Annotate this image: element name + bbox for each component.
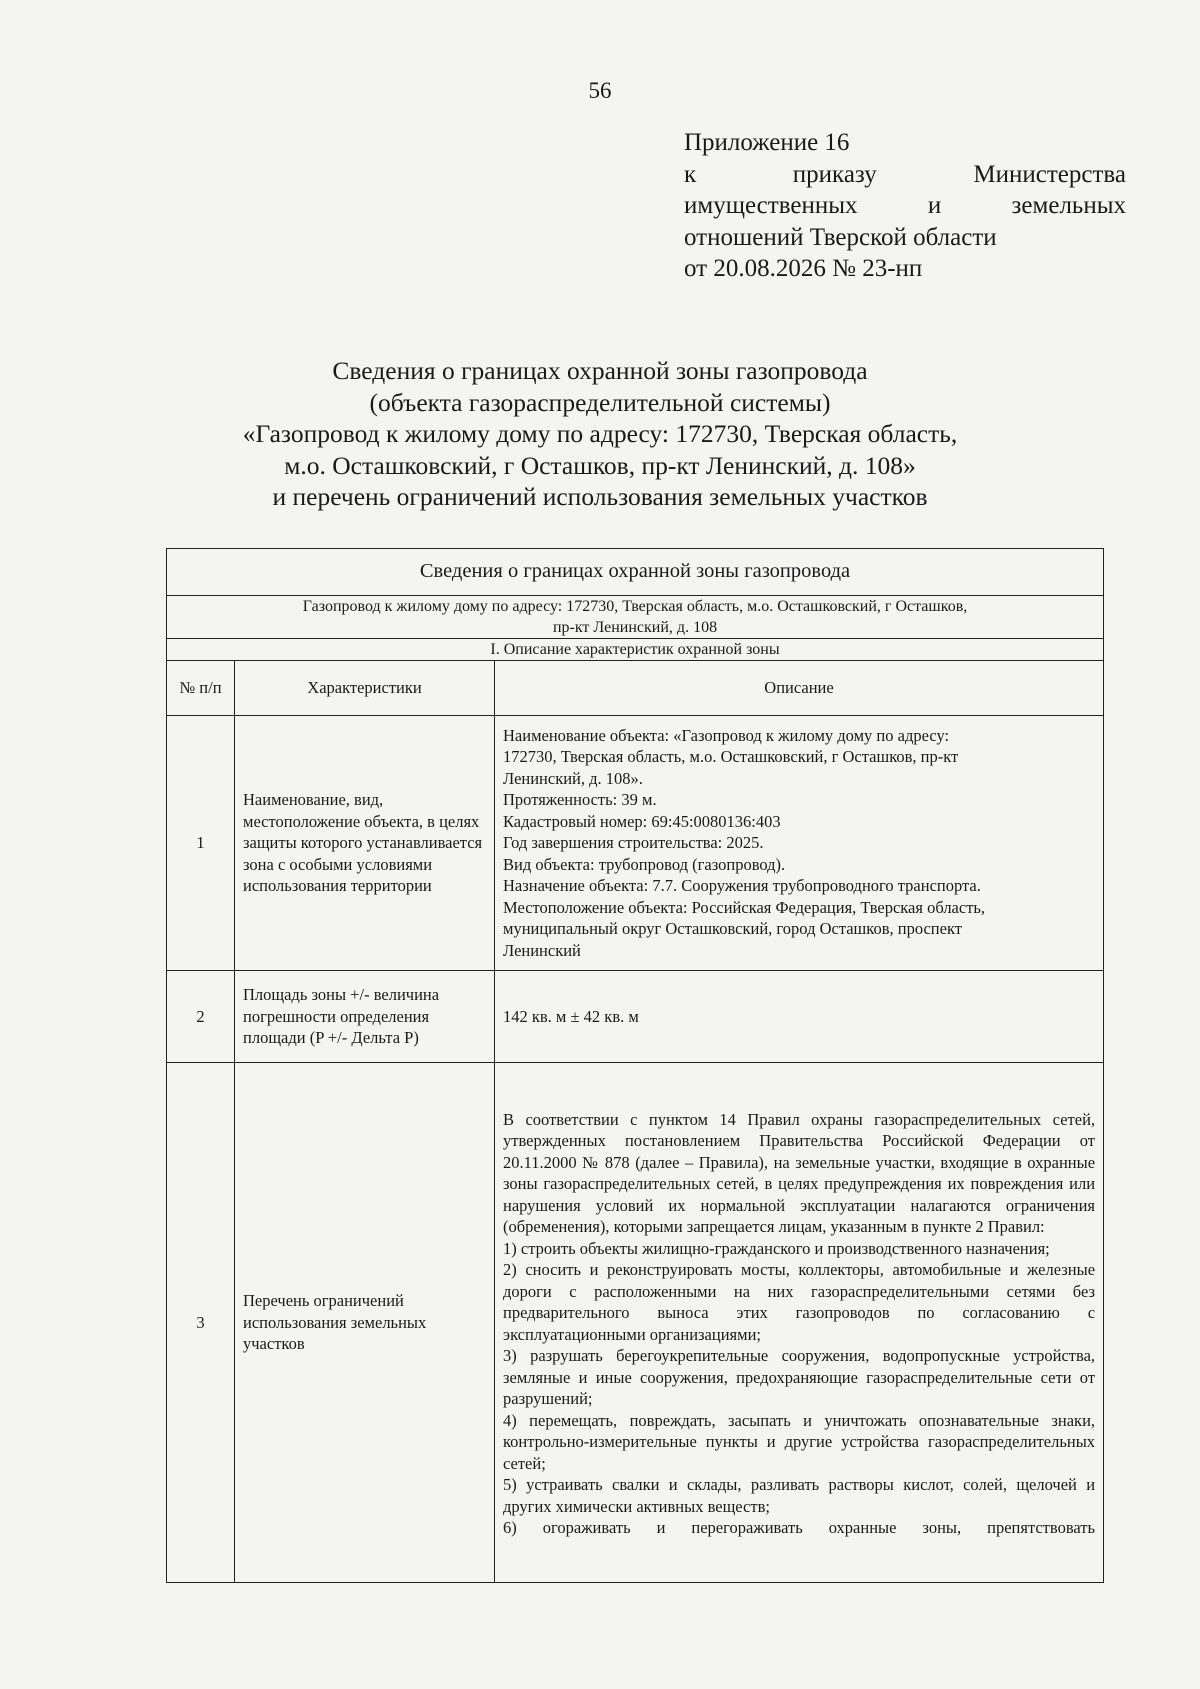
restriction-item: 1) строить объекты жилищно-гражданского и производственного назначения; [503,1238,1050,1258]
column-header-characteristics: Характеристики [235,661,495,716]
description-line: Год завершения строительства: 2025. [503,833,764,853]
restriction-item: 2) сносить и реконструировать мосты, коллекторы, автомобильные и железные дороги с расположенными на них газораспределительными сетями без предварительного выноса этих газопроводов по согласованию с эксплуатационными организациями; [503,1260,1096,1344]
object-line: Газопровод к жилому дому по адресу: 172730, Тверская область, м.о. Осташковский, г Осташков, [302,598,968,615]
description-line: муниципальный округ Осташковский, город Осташков, проспект [503,919,962,939]
table-row [167,971,1104,1063]
section-title: I. Описание характеристик охранной зоны [167,639,1104,661]
zone-table [166,548,1104,1583]
description-line: Назначение объекта: 7.7. Сооружения трубопроводного транспорта. [503,876,981,896]
appendix-block [684,127,1126,285]
appendix-line: от 20.08.2026 № 23-нп [684,255,923,282]
description-paragraph: В соответствии с пунктом 14 Правил охраны газораспределительных сетей, утвержденных постановлением Правительства Российской Федерации от 20.11.2000 № 878 (далее – Правила), на земельные участки, входящие в охранные зоны газораспределительных сетей, в целях предупреждения их повреждения или нарушения условий их нормальной эксплуатации налагаются ограничения (обременения), которыми запрещается лицам, указанным в пункте 2 Правил: [503,1109,1096,1236]
row-number: 2 [167,971,235,1063]
appendix-line: к приказу Министерства [684,160,1126,188]
description-line: Вид объекта: трубопровод (газопровод). [503,854,786,874]
table-header: Сведения о границах охранной зоны газопровода [167,549,1104,596]
appendix-line: отношений Тверской области [684,223,997,251]
document-title [0,355,1200,513]
table-row [167,1063,1104,1583]
column-header-number: № п/п [167,661,235,716]
description-line: Кадастровый номер: 69:45:0080136:403 [503,811,781,831]
title-line: и перечень ограничений использования земельных участков [272,482,928,512]
page-number: 56 [588,78,612,103]
description-line: Ленинский, д. 108». [503,768,643,788]
appendix-line: Приложение 16 [684,129,850,156]
row-characteristic: Перечень ограничений использования земельных участков [235,1063,495,1583]
row-description: 142 кв. м ± 42 кв. м [495,971,1104,1063]
description-line: Ленинский [503,940,581,960]
description-line: Местоположение объекта: Российская Федерация, Тверская область, [503,897,986,917]
restriction-item: 4) перемещать, повреждать, засыпать и уничтожать опознавательные знаки, контрольно-измерительные пункты и другие устройства газораспределительных сетей; [503,1410,1096,1473]
row-characteristic: Наименование, вид, местоположение объекта, в целях защиты которого устанавливается зона с особыми условиями использования территории [235,716,495,971]
row-description [495,716,1104,971]
object-name-cell [167,596,1104,639]
description-line: Наименование объекта: «Газопровод к жилому дому по адресу: [503,725,950,745]
row-description [495,1063,1104,1583]
object-line: пр-кт Ленинский, д. 108 [552,619,718,636]
restriction-item: 3) разрушать берегоукрепительные сооружения, водопропускные устройства, земляные и иные сооружения, предохраняющие газораспределительные сети от разрушений; [503,1346,1096,1408]
row-number: 3 [167,1063,235,1583]
column-header-description: Описание [495,661,1104,716]
description-line: Протяженность: 39 м. [503,790,657,810]
description-line: 172730, Тверская область, м.о. Осташковский, г Осташков, пр-кт [503,747,959,767]
table-row [167,716,1104,971]
title-line: Сведения о границах охранной зоны газопровода [332,356,868,385]
appendix-line: имущественных и земельных [684,192,1126,219]
row-number: 1 [167,716,235,971]
row-characteristic: Площадь зоны +/- величина погрешности определения площади (P +/- Дельта P) [235,971,495,1063]
restriction-item: 6) огораживать и перегораживать охранные зоны, препятствовать [503,1518,1096,1537]
title-line: м.о. Осташковский, г Осташков, пр-кт Ленинский, д. 108» [284,450,916,480]
title-line: (объекта газораспределительной системы) [369,387,831,417]
restriction-item: 5) устраивать свалки и склады, разливать растворы кислот, солей, щелочей и других химически активных веществ; [503,1475,1096,1516]
title-line: «Газопровод к жилому дому по адресу: 172730, Тверская область, [242,419,958,449]
